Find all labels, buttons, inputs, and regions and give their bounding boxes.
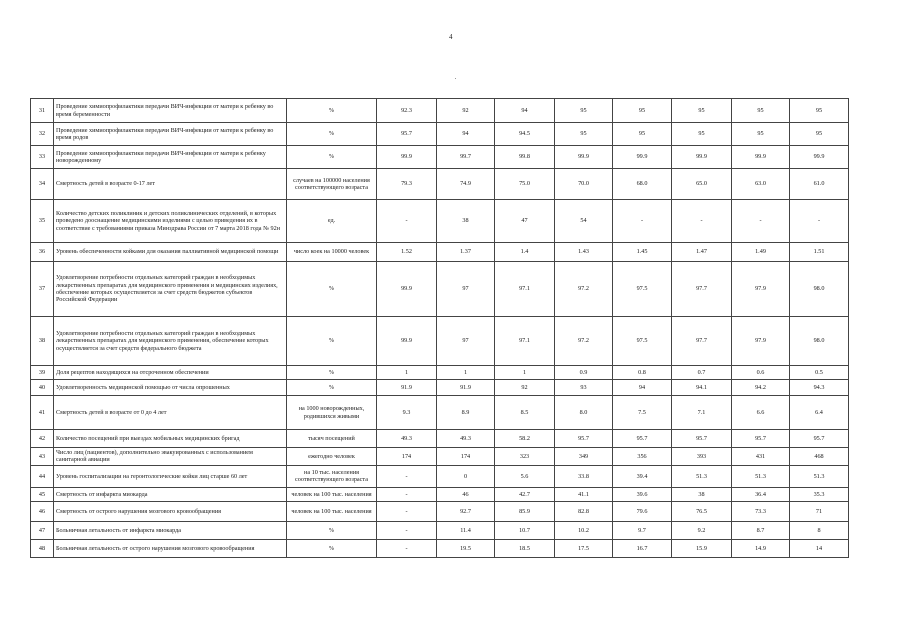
row-number: 44 [31, 465, 54, 487]
indicator-value: 0.9 [555, 366, 613, 380]
indicator-value: - [377, 200, 437, 243]
indicator-value: 54 [555, 200, 613, 243]
indicator-value: 95.7 [790, 430, 849, 448]
row-number: 41 [31, 396, 54, 430]
indicator-value: 5.6 [495, 465, 555, 487]
indicator-value: 10.2 [555, 521, 613, 539]
indicator-name: Удовлетворение потребности отдельных категорий граждан в необходимых лекарственных препаратах для медицинского применения, обеспечение которых осуществляется за счет средств федерального бюджета [54, 317, 287, 366]
unit-of-measure: % [287, 366, 377, 380]
indicator-value: 17.5 [555, 539, 613, 557]
indicator-value: 99.8 [495, 146, 555, 169]
indicator-value: 99.7 [437, 146, 495, 169]
indicator-value: 73.3 [732, 501, 790, 521]
indicator-value: 93 [555, 380, 613, 396]
indicator-value: 99.9 [377, 146, 437, 169]
indicator-value: 85.9 [495, 501, 555, 521]
indicator-value: 38 [672, 487, 732, 501]
indicator-value: 356 [613, 448, 672, 466]
indicator-value: 79.3 [377, 169, 437, 200]
indicator-value: 92.7 [437, 501, 495, 521]
unit-of-measure: % [287, 99, 377, 123]
indicator-value: 79.6 [613, 501, 672, 521]
indicator-value: - [377, 539, 437, 557]
indicator-value: 49.3 [377, 430, 437, 448]
indicator-value: 1.47 [672, 243, 732, 262]
indicator-value: 0.7 [672, 366, 732, 380]
table-row [31, 396, 849, 430]
indicator-value: 95 [790, 123, 849, 146]
indicator-value: - [377, 465, 437, 487]
unit-of-measure: ежегодно человек [287, 448, 377, 466]
indicator-value: 42.7 [495, 487, 555, 501]
table-row [31, 430, 849, 448]
indicator-value: 97.5 [613, 317, 672, 366]
indicator-value: 95 [555, 123, 613, 146]
indicator-value: 95.7 [613, 430, 672, 448]
indicator-value: 1.49 [732, 243, 790, 262]
table-row [31, 487, 849, 501]
indicator-value: 7.5 [613, 396, 672, 430]
indicator-value: 8.7 [732, 521, 790, 539]
indicator-name: Проведение химиопрофилактики передачи ВИЧ-инфекции от матери к ребенку новорожденному [54, 146, 287, 169]
unit-of-measure: число коек на 10000 человек [287, 243, 377, 262]
row-number: 32 [31, 123, 54, 146]
indicator-value: 16.7 [613, 539, 672, 557]
table-row [31, 243, 849, 262]
indicator-value: 51.3 [790, 465, 849, 487]
indicator-value: 10.7 [495, 521, 555, 539]
indicator-value: 11.4 [437, 521, 495, 539]
unit-of-measure: % [287, 317, 377, 366]
indicator-value: 14 [790, 539, 849, 557]
unit-of-measure: % [287, 262, 377, 317]
indicator-value: 97.1 [495, 262, 555, 317]
indicator-value: 65.0 [672, 169, 732, 200]
indicator-value: 94 [437, 123, 495, 146]
indicator-value: 7.1 [672, 396, 732, 430]
indicator-value: 95.7 [672, 430, 732, 448]
unit-of-measure: случаев на 100000 населения соответствующего возраста [287, 169, 377, 200]
indicator-name: Количество детских поликлиник и детских поликлинических отделений, в которых проведено дооснащение медицинскими изделиями с целью приведения их в соответствие с требованиями приказа Минздрава России от 7 марта 2018 года № 92н [54, 200, 287, 243]
table-row [31, 123, 849, 146]
indicator-value: 35.3 [790, 487, 849, 501]
indicator-value: 9.7 [613, 521, 672, 539]
indicator-value: 393 [672, 448, 732, 466]
indicator-name: Смертность от острого нарушения мозгового кровообращения [54, 501, 287, 521]
table-row [31, 262, 849, 317]
table-row [31, 465, 849, 487]
table-row [31, 521, 849, 539]
indicators-table [30, 98, 849, 558]
row-number: 48 [31, 539, 54, 557]
indicator-value: 41.1 [555, 487, 613, 501]
indicator-value: 174 [437, 448, 495, 466]
table-row [31, 169, 849, 200]
indicator-value: 51.3 [732, 465, 790, 487]
row-number: 47 [31, 521, 54, 539]
indicator-value: 323 [495, 448, 555, 466]
row-number: 35 [31, 200, 54, 243]
indicator-value: - [732, 200, 790, 243]
indicator-value: 92 [495, 380, 555, 396]
indicator-name: Удовлетворенность медицинской помощью от числа опрошенных [54, 380, 287, 396]
indicator-value: 99.9 [732, 146, 790, 169]
indicator-value: - [672, 200, 732, 243]
indicator-value: 94.2 [732, 380, 790, 396]
indicator-value: 15.9 [672, 539, 732, 557]
indicator-value: 8.9 [437, 396, 495, 430]
indicator-value: 95.7 [555, 430, 613, 448]
table-row [31, 366, 849, 380]
indicator-name: Уровень госпитализации на геронтологические койки лиц старше 60 лет [54, 465, 287, 487]
indicator-value: 6.4 [790, 396, 849, 430]
unit-of-measure: % [287, 539, 377, 557]
indicator-value: 94.1 [672, 380, 732, 396]
indicator-value: 95 [672, 123, 732, 146]
indicator-name: Больничная летальность от острого нарушения мозгового кровообращения [54, 539, 287, 557]
indicator-value: 1.45 [613, 243, 672, 262]
indicator-value: - [377, 487, 437, 501]
indicator-name: Число лиц (пациентов), дополнительно эвакуированных с использованием санитарной авиации [54, 448, 287, 466]
indicator-value: 98.0 [790, 262, 849, 317]
indicator-value: 1.52 [377, 243, 437, 262]
indicator-name: Доля рецептов находящихся на отсроченном обеспечении [54, 366, 287, 380]
indicator-value: 97 [437, 317, 495, 366]
indicator-value: 63.0 [732, 169, 790, 200]
table-row [31, 501, 849, 521]
indicator-value: 97.1 [495, 317, 555, 366]
indicator-value: 38 [437, 200, 495, 243]
indicator-value: 39.6 [613, 487, 672, 501]
row-number: 43 [31, 448, 54, 466]
row-number: 34 [31, 169, 54, 200]
indicator-value: 97.9 [732, 262, 790, 317]
indicator-value: 99.9 [672, 146, 732, 169]
indicator-value: 95 [613, 123, 672, 146]
indicator-value: 8 [790, 521, 849, 539]
unit-of-measure: на 10 тыс. населения соответствующего возраста [287, 465, 377, 487]
indicator-value: 349 [555, 448, 613, 466]
indicator-value: - [613, 200, 672, 243]
table-row [31, 539, 849, 557]
indicator-name: Смертность от инфаркта миокарда [54, 487, 287, 501]
row-number: 38 [31, 317, 54, 366]
indicator-value: 9.2 [672, 521, 732, 539]
indicator-value: 468 [790, 448, 849, 466]
unit-of-measure: человек на 100 тыс. населения [287, 501, 377, 521]
indicator-value: 95 [790, 99, 849, 123]
indicator-value: 99.9 [555, 146, 613, 169]
indicator-value: 95 [555, 99, 613, 123]
row-number: 46 [31, 501, 54, 521]
indicator-name: Удовлетворение потребности отдельных категорий граждан в необходимых лекарственных препаратах для медицинского применения и медицинских изделиях, обеспечение которых осуществляется за счет средств бюджетов субъектов Российской Федерации [54, 262, 287, 317]
indicator-value: 18.5 [495, 539, 555, 557]
indicator-value: 97.7 [672, 317, 732, 366]
indicator-value: 6.6 [732, 396, 790, 430]
indicator-value: 94.5 [495, 123, 555, 146]
indicator-value: 95.7 [732, 430, 790, 448]
indicator-value: 70.0 [555, 169, 613, 200]
indicator-value: 1 [377, 366, 437, 380]
table-row [31, 99, 849, 123]
indicator-value: - [377, 501, 437, 521]
table-row [31, 448, 849, 466]
indicator-value: 99.9 [613, 146, 672, 169]
indicator-value: 99.9 [377, 262, 437, 317]
indicator-value: - [377, 521, 437, 539]
table-row [31, 317, 849, 366]
indicator-value: 68.0 [613, 169, 672, 200]
indicator-value: 1.51 [790, 243, 849, 262]
indicator-value: 91.9 [437, 380, 495, 396]
indicator-name: Больничная летальность от инфаркта миокарда [54, 521, 287, 539]
indicator-value: 91.9 [377, 380, 437, 396]
row-number: 33 [31, 146, 54, 169]
row-number: 45 [31, 487, 54, 501]
indicator-value: 97 [437, 262, 495, 317]
indicator-value: 95 [732, 99, 790, 123]
indicator-name: Уровень обеспеченности койками для оказания паллиативной медицинской помощи [54, 243, 287, 262]
unit-of-measure: % [287, 146, 377, 169]
indicator-value: 1 [437, 366, 495, 380]
indicator-value: 98.0 [790, 317, 849, 366]
indicator-value: 76.5 [672, 501, 732, 521]
indicator-name: Проведение химиопрофилактики передачи ВИЧ-инфекции от матери к ребенку во время беременности [54, 99, 287, 123]
indicator-value: 99.9 [377, 317, 437, 366]
table-body [31, 99, 849, 558]
indicator-value: 1.43 [555, 243, 613, 262]
indicator-value: 97.2 [555, 262, 613, 317]
scan-artifact [455, 78, 456, 79]
indicator-value: 8.0 [555, 396, 613, 430]
indicator-value: 94.3 [790, 380, 849, 396]
row-number: 40 [31, 380, 54, 396]
table-row [31, 146, 849, 169]
indicator-value: 58.2 [495, 430, 555, 448]
indicator-value: 8.5 [495, 396, 555, 430]
indicator-value: 49.3 [437, 430, 495, 448]
page-number: 4 [449, 33, 453, 41]
unit-of-measure: человек на 100 тыс. населения [287, 487, 377, 501]
row-number: 39 [31, 366, 54, 380]
unit-of-measure: тысяч посещений [287, 430, 377, 448]
unit-of-measure: % [287, 380, 377, 396]
indicator-value: 1.37 [437, 243, 495, 262]
indicator-value: 9.3 [377, 396, 437, 430]
indicator-value: 0.5 [790, 366, 849, 380]
indicator-value: 95 [732, 123, 790, 146]
indicator-value: 36.4 [732, 487, 790, 501]
indicator-value: 94 [613, 380, 672, 396]
row-number: 36 [31, 243, 54, 262]
indicator-value: 95 [613, 99, 672, 123]
indicator-value: 61.0 [790, 169, 849, 200]
indicator-value: 1.4 [495, 243, 555, 262]
indicator-name: Проведение химиопрофилактики передачи ВИЧ-инфекции от матери к ребенку во время родов [54, 123, 287, 146]
indicator-value: 0.8 [613, 366, 672, 380]
indicator-value: 92.3 [377, 99, 437, 123]
indicator-value: 47 [495, 200, 555, 243]
indicator-name: Смертность детей в возрасте 0-17 лет [54, 169, 287, 200]
indicator-value: 19.5 [437, 539, 495, 557]
indicator-value: 75.0 [495, 169, 555, 200]
indicator-value: 74.9 [437, 169, 495, 200]
indicator-value: 82.8 [555, 501, 613, 521]
row-number: 31 [31, 99, 54, 123]
indicator-value: 0 [437, 465, 495, 487]
indicator-value: 51.3 [672, 465, 732, 487]
indicator-value: 97.2 [555, 317, 613, 366]
indicator-value: 92 [437, 99, 495, 123]
indicator-value: 0.6 [732, 366, 790, 380]
indicator-value: 1 [495, 366, 555, 380]
indicator-value: 71 [790, 501, 849, 521]
table-row [31, 380, 849, 396]
unit-of-measure: ед. [287, 200, 377, 243]
indicator-value: 97.9 [732, 317, 790, 366]
table-row [31, 200, 849, 243]
unit-of-measure: на 1000 новорожденных, родившихся живыми [287, 396, 377, 430]
indicator-value: 174 [377, 448, 437, 466]
unit-of-measure: % [287, 521, 377, 539]
indicator-value: 97.7 [672, 262, 732, 317]
indicator-value: 431 [732, 448, 790, 466]
row-number: 37 [31, 262, 54, 317]
indicator-value: 99.9 [790, 146, 849, 169]
row-number: 42 [31, 430, 54, 448]
indicator-value: 14.9 [732, 539, 790, 557]
indicator-value: 97.5 [613, 262, 672, 317]
indicator-value: 94 [495, 99, 555, 123]
unit-of-measure: % [287, 123, 377, 146]
indicator-name: Количество посещений при выездах мобильных медицинских бригад [54, 430, 287, 448]
indicator-value: 95 [672, 99, 732, 123]
indicator-value: 33.8 [555, 465, 613, 487]
indicator-value: 39.4 [613, 465, 672, 487]
indicator-value: 95.7 [377, 123, 437, 146]
indicator-value: - [790, 200, 849, 243]
indicator-value: 46 [437, 487, 495, 501]
indicator-name: Смертность детей в возрасте от 0 до 4 лет [54, 396, 287, 430]
